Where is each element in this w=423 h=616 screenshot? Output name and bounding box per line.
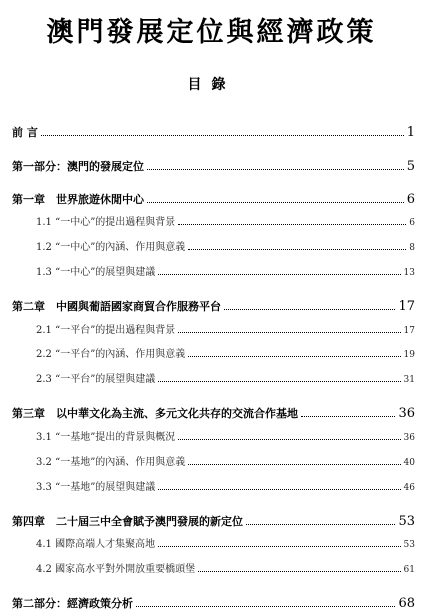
toc-entry-label: 第二章 中國與葡語國家商貿合作服務平台 bbox=[12, 300, 221, 313]
toc-entry-chapter-1[interactable] bbox=[12, 191, 415, 207]
dot-leader bbox=[158, 381, 400, 382]
toc-entry-label: 3.3 “一基地”的展望與建議 bbox=[36, 482, 156, 493]
toc-page-number: 68 bbox=[398, 596, 415, 611]
toc-entry-label: 1.1 “一中心”的提出過程與背景 bbox=[36, 217, 176, 228]
toc-entry-label: 第一章 世界旅遊休閒中心 bbox=[12, 193, 144, 206]
dot-leader bbox=[246, 524, 395, 525]
toc-entry-section-4-1[interactable] bbox=[36, 535, 415, 550]
toc-page-number: 31 bbox=[403, 375, 415, 385]
dot-leader bbox=[158, 546, 400, 547]
toc-entry-part-1[interactable] bbox=[12, 158, 415, 174]
toc-entry-label: 2.1 “一平台”的提出過程與背景 bbox=[36, 325, 176, 336]
toc-page-number: 53 bbox=[398, 514, 415, 529]
toc-entry-section-1-3[interactable] bbox=[36, 263, 415, 278]
toc-entry-label: 2.3 “一平台”的展望與建議 bbox=[36, 374, 156, 385]
toc-page-number: 61 bbox=[403, 565, 415, 575]
toc-entry-part-2[interactable] bbox=[12, 595, 415, 611]
toc-page-number: 13 bbox=[403, 268, 415, 278]
toc-entry-label: 2.2 “一平台”的內涵、作用與意義 bbox=[36, 349, 186, 360]
toc-entry-section-2-3[interactable] bbox=[36, 370, 415, 385]
toc-entry-label: 1.2 “一中心”的內涵、作用與意義 bbox=[36, 242, 186, 253]
toc-page-number: 17 bbox=[403, 326, 415, 336]
toc-entry-label: 3.2 “一基地”的內涵、作用與意義 bbox=[36, 457, 186, 468]
toc-entry-label: 第三章 以中華文化為主流、多元文化共存的交流合作基地 bbox=[12, 407, 298, 420]
toc-entry-section-3-2[interactable] bbox=[36, 453, 415, 468]
toc-page-number: 6 bbox=[409, 218, 415, 228]
dot-leader bbox=[188, 249, 406, 250]
toc-entry-section-3-3[interactable] bbox=[36, 478, 415, 493]
dot-leader bbox=[301, 416, 395, 417]
toc-entry-label: 4.2 國家高水平對外開放重要橋頭堡 bbox=[36, 564, 196, 575]
toc-page-number: 8 bbox=[409, 243, 415, 253]
dot-leader bbox=[147, 169, 404, 170]
dot-leader bbox=[178, 439, 400, 440]
toc-entry-label: 第一部分：澳門的發展定位 bbox=[12, 160, 144, 173]
toc-entry-section-2-2[interactable] bbox=[36, 345, 415, 360]
toc-page-number: 6 bbox=[406, 192, 415, 207]
toc-entry-label: 1.3 “一中心”的展望與建議 bbox=[36, 267, 156, 278]
dot-leader bbox=[158, 489, 400, 490]
toc-entry-preface[interactable] bbox=[12, 124, 415, 140]
toc-entry-section-3-1[interactable] bbox=[36, 428, 415, 443]
toc-page-number: 53 bbox=[403, 540, 415, 550]
dot-leader bbox=[158, 274, 400, 275]
toc-entry-label: 第四章 二十屆三中全會賦予澳門發展的新定位 bbox=[12, 515, 243, 528]
dot-leader bbox=[136, 606, 395, 607]
toc-entry-label: 第二部分：經濟政策分析 bbox=[12, 597, 133, 610]
document-title: 澳門發展定位與經濟政策 bbox=[46, 17, 377, 48]
toc-entry-label: 4.1 國際高端人才集聚高地 bbox=[36, 539, 156, 550]
toc-entry-section-4-2[interactable] bbox=[36, 560, 415, 575]
toc-page-number: 19 bbox=[403, 350, 415, 360]
toc-entry-section-2-1[interactable] bbox=[36, 321, 415, 336]
toc-page-number: 36 bbox=[398, 406, 415, 421]
dot-leader bbox=[147, 202, 404, 203]
toc-entry-chapter-4[interactable] bbox=[12, 513, 415, 529]
dot-leader bbox=[188, 356, 400, 357]
dot-leader bbox=[41, 135, 404, 136]
toc-page-number: 36 bbox=[403, 433, 415, 443]
dot-leader bbox=[224, 309, 395, 310]
toc-entry-chapter-2[interactable] bbox=[12, 298, 415, 314]
toc-page-number: 46 bbox=[403, 483, 415, 493]
toc-entry-section-1-2[interactable] bbox=[36, 238, 415, 253]
toc-entry-chapter-3[interactable] bbox=[12, 405, 415, 421]
toc-page-number: 17 bbox=[398, 299, 415, 314]
toc-page-number: 1 bbox=[406, 125, 415, 140]
toc-entry-label: 3.1 “一基地”提出的背景與概況 bbox=[36, 432, 176, 443]
dot-leader bbox=[198, 571, 400, 572]
toc-entry-section-1-1[interactable] bbox=[36, 213, 415, 228]
dot-leader bbox=[188, 464, 400, 465]
dot-leader bbox=[178, 224, 406, 225]
toc-heading: 目錄 bbox=[187, 77, 236, 93]
toc-page-number: 40 bbox=[403, 458, 415, 468]
toc-page-number: 5 bbox=[406, 159, 415, 174]
toc-entry-label: 前 言 bbox=[12, 126, 38, 139]
dot-leader bbox=[178, 332, 400, 333]
